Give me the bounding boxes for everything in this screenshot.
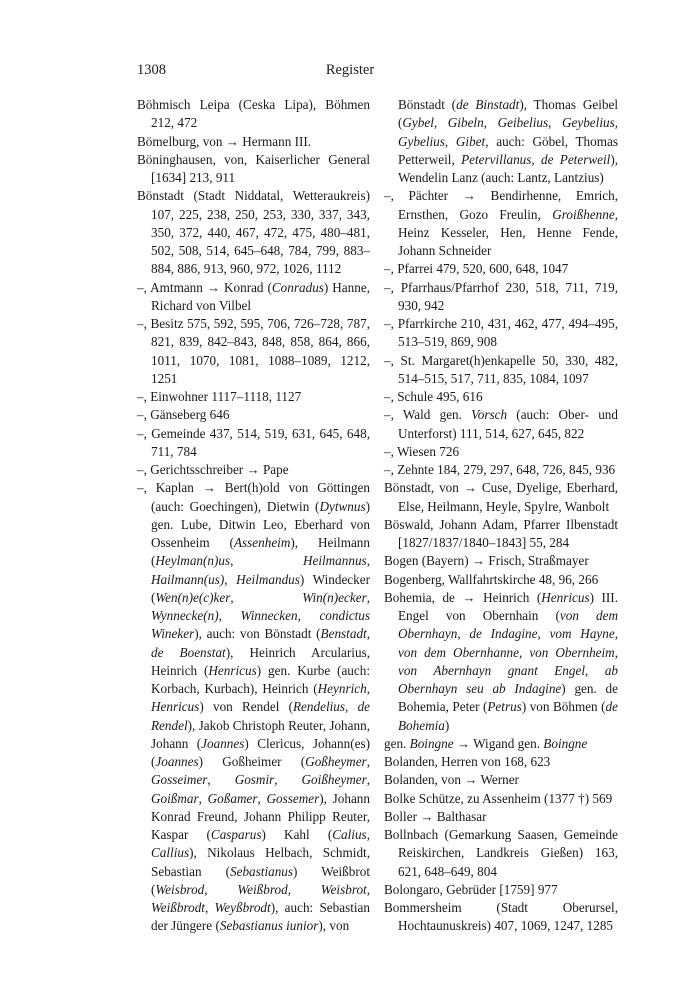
index-entry: –, St. Margaret(h)enkapelle 50, 330, 482, 514–515, 517, 711, 835, 1084, 1097	[384, 352, 618, 386]
index-entry: –, Wiesen 726	[384, 443, 460, 459]
page-number: 1308	[137, 62, 166, 78]
index-entry: –, Einwohner 1117–1118, 1127	[137, 389, 302, 404]
index-entry-continued: Bönstadt (de Binstadt), Thomas Geibel (Gybel, Gibeln, Geibelius, Geybelius, Gybelius, Gibet, auch: Göbel, Thomas Petterweil, Petervillanus, de Peterweil), Wendelin Lanz (auch: Lantz, Lantzius)	[398, 97, 619, 185]
index-entry: Bogen (Bayern) → Frisch, Straßmayer	[384, 553, 589, 569]
index-entry: Bönstadt, von → Cuse, Dyelige, Eberhard, Else, Heilmann, Heyle, Spylre, Wanbolt	[384, 480, 618, 514]
index-entry: Bolanden, von → Werner	[384, 772, 519, 788]
page-header	[0, 62, 700, 82]
index-entry: –, Besitz 575, 592, 595, 706, 726–728, 787, 821, 839, 842–843, 848, 858, 864, 866, 1011, 1070, 1081, 1088–1089, 1212, 1251	[137, 316, 370, 386]
index-entry: –, Gerichtsschreiber → Pape	[137, 462, 289, 477]
index-entry: Böninghausen, von, Kaiserlicher General [1634] 213, 911	[137, 151, 370, 185]
index-entry: Bommersheim (Stadt Oberursel, Hochtaunuskreis) 407, 1069, 1247, 1285	[384, 900, 618, 934]
index-entry: Bogenberg, Wallfahrtskirche 48, 96, 266	[384, 571, 599, 587]
index-entry: –, Kaplan → Bert(h)old von Göttingen (auch: Goechingen), Dietwin (Dytwnus) gen. Lube, Ditwin Leo, Eberhard von Ossenheim (Assenheim), Heilmann (Heylman(n)us, Heilmannus, Hailmann(us), Heilmandus) Windecker (Wen(n)e(c)ker, Win(n)ecker, Wynnecke(n), Winnecken, condictus Wineker), auch: von Bönstadt (Benstadt, de Boenstat), Heinrich Arcularius, Heinrich (Henricus) gen. Kurbe (auch: Korbach, Kurbach), Heinrich (Heynrich, Henricus) von Rendel (Rendelius, de Rendel), Jakob Christoph Reuter, Johann, Johann (Joannes) Clericus, Johann(es) (Joannes) Goßheimer (Goßheymer, Gosseimer, Gosmir, Goißheymer, Goißmar, Goßamer, Gossemer), Johann Konrad Freund, Johann Philipp Reuter, Kaspar (Casparus) Kahl (Calius, Callius), Nikolaus Helbach, Schmidt, Sebastian (Sebastianus) Weißbrot (Weisbrod, Weißbrod, Weisbrot, Weißbrodt, Weyßbrodt), auch: Sebastian der Jüngere (Sebastianus iunior), von	[137, 480, 371, 934]
right-column	[384, 96, 618, 936]
index-entry: Bohemia, de → Heinrich (Henricus) III. Engel von Obernhain (von dem Obernhayn, de Indagine, vom Hayne, von dem Obernhanne, von Obernheim, von Abernhayn gnant Engel, ab Obernhayn seu ab Indagine) gen. de Bohemia, Peter (Petrus) von Böhmen (de Bohemia)	[384, 589, 619, 733]
index-entry: Bömelburg, von → Hermann III.	[137, 133, 312, 149]
index-entry: –, Pfarrkirche 210, 431, 462, 477, 494–495, 513–519, 869, 908	[384, 316, 618, 350]
index-entry: –, Gänseberg 646	[137, 407, 230, 423]
index-entry: Boller → Balthasar	[384, 808, 487, 824]
index-entry: –, Pächter → Bendirhenne, Emrich, Ernsthen, Gozo Freulin, Groißhenne, Heinz Kesseler, Hen, Henne Fende, Johann Schneider	[384, 188, 618, 258]
left-column	[137, 96, 370, 936]
index-entry: –, Schule 495, 616	[384, 389, 483, 404]
running-title: Register	[325, 62, 375, 78]
index-entry-continued: gen. Boingne → Wigand gen. Boingne	[384, 735, 588, 751]
index-entry: Bolanden, Herren von 168, 623	[384, 754, 551, 769]
index-entry: Böhmisch Leipa (Ceska Lipa), Böhmen 212, 472	[137, 97, 370, 131]
index-entry: Bollnbach (Gemarkung Saasen, Gemeinde Reiskirchen, Landkreis Gießen) 163, 621, 648–649, 804	[384, 827, 618, 879]
index-entry: Bönstadt (Stadt Niddatal, Wetteraukreis) 107, 225, 238, 250, 253, 330, 337, 343, 350, 372, 440, 467, 472, 475, 480–481, 502, 508, 514, 645–648, 784, 799, 883–884, 886, 913, 960, 972, 1026, 1112	[137, 188, 370, 277]
index-entry: Bolongaro, Gebrüder [1759] 977	[384, 881, 558, 897]
index-entry: Böswald, Johann Adam, Pfarrer Ilbenstadt [1827/1837/1840–1843] 55, 284	[384, 516, 618, 550]
index-entry: –, Gemeinde 437, 514, 519, 631, 645, 648, 711, 784	[137, 425, 370, 459]
index-entry: –, Pfarrhaus/Pfarrhof 230, 518, 711, 719, 930, 942	[384, 279, 618, 313]
index-entry: –, Wald gen. Vorsch (auch: Ober- und Unterforst) 111, 514, 627, 645, 822	[384, 407, 618, 441]
index-entry: –, Zehnte 184, 279, 297, 648, 726, 845, 936	[384, 462, 616, 477]
index-entry: –, Pfarrei 479, 520, 600, 648, 1047	[384, 261, 569, 277]
index-entry: –, Amtmann → Konrad (Conradus) Hanne, Richard von Vilbel	[137, 279, 370, 313]
index-entry: Bolke Schütze, zu Assenheim (1377 †) 569	[384, 790, 613, 806]
